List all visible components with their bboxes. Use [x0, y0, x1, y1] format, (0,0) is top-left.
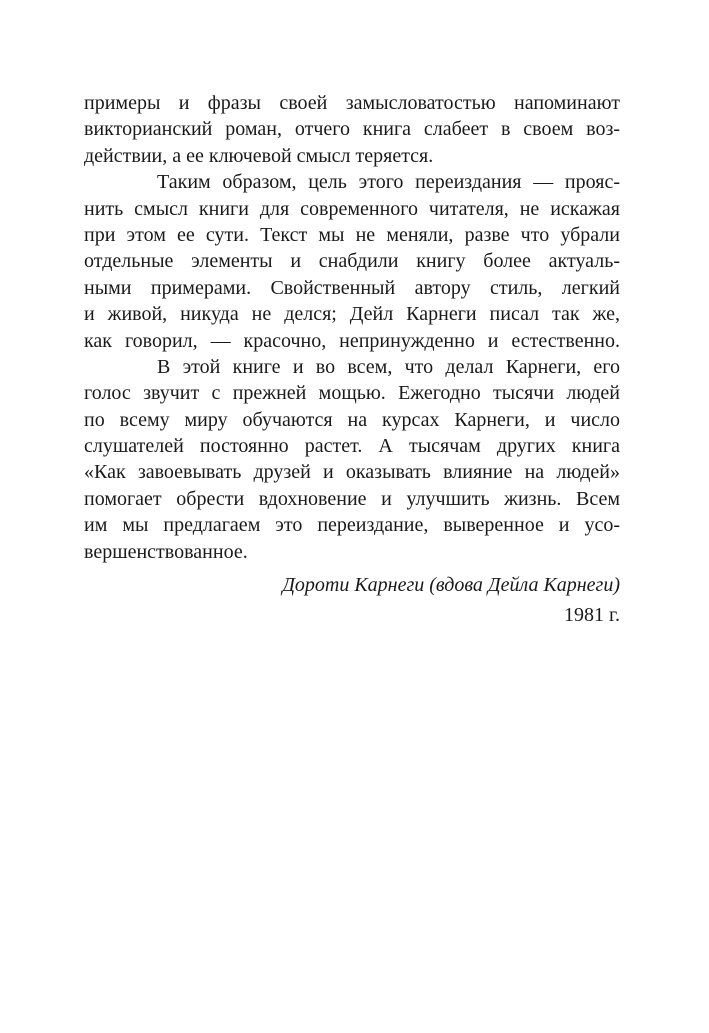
- text-line: и живой, никуда не делся; Дейл Карнеги писал так же,: [84, 303, 620, 326]
- text-line: вершенствованное.: [84, 540, 248, 563]
- text-line: примеры и фразы своей замысловатостью напоминают: [84, 92, 620, 114]
- text-line: «Как завоевывать друзей и оказывать влияние на людей»: [84, 461, 620, 484]
- text-line: ными примерами. Свойственный автору стиль, легкий: [84, 276, 620, 299]
- text-line: при этом ее сути. Текст мы не меняли, разве что убрали: [84, 223, 620, 246]
- text-line: как говорил, — красочно, непринужденно и естественно.: [84, 329, 620, 352]
- text-line: отдельные элементы и снабдили книгу более актуаль-: [84, 250, 620, 273]
- text-line: В этой книге и во всем, что делал Карнеги, его: [157, 355, 620, 378]
- text-line: по всему миру обучаются на курсах Карнеги, и число: [84, 408, 620, 431]
- text-line: помогает обрести вдохновение и улучшить жизнь. Всем: [84, 487, 620, 510]
- signature-year: 1981 г.: [564, 604, 620, 627]
- text-line: нить смысл книги для современного читателя, не искажая: [84, 197, 620, 220]
- paragraph-1: [84, 90, 620, 169]
- text-line: им мы предлагаем это переиздание, выверенное и усо-: [84, 514, 620, 537]
- text-line: слушателей постоянно растет. А тысячам других книга: [84, 435, 620, 458]
- signature-block: [84, 569, 620, 629]
- paragraph-2: [84, 169, 620, 354]
- text-line: голос звучит с прежней мощью. Ежегодно тысячи людей: [84, 382, 620, 405]
- text-line: Таким образом, цель этого переиздания — прояс-: [157, 171, 620, 194]
- text-line: викторианский роман, отчего книга слабеет в своем воз-: [84, 118, 620, 141]
- text-line: действии, а ее ключевой смысл теряется.: [84, 144, 434, 167]
- paragraph-3: [84, 354, 620, 565]
- author-signature: Дороти Карнеги (вдова Дейла Карнеги): [282, 574, 620, 597]
- page-body: [84, 90, 620, 629]
